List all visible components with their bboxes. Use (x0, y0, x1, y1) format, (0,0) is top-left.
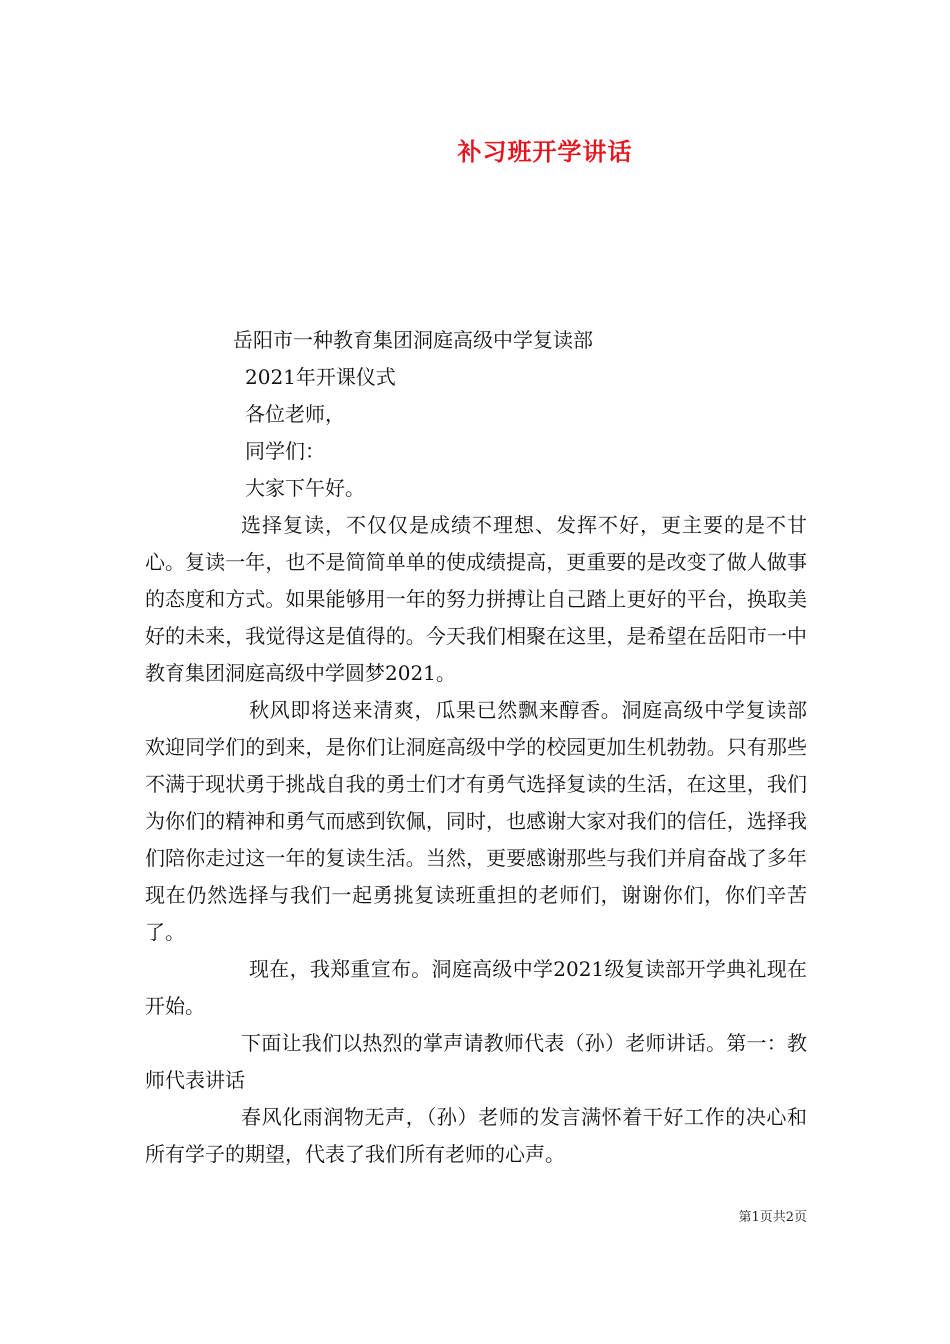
greeting-afternoon: 大家下午好。 (245, 476, 365, 500)
paragraph-teacher-thanks: 春风化雨润物无声，（孙）老师的发言满怀着干好工作的决心和所有学子的期望，代表了我们所有老师的心声。 (145, 1105, 807, 1166)
document-body (145, 322, 807, 1173)
greeting-teachers: 各位老师， (245, 402, 345, 426)
paragraph-welcome: 秋风即将送来清爽，瓜果已然飘来醇香。洞庭高级中学复读部欢迎同学们的到来，是你们让洞庭高级中学的校园更加生机勃勃。只有那些不满于现状勇于挑战自我的勇士们才有勇气选择复读的生活，在这里，我们为你们的精神和勇气而感到钦佩，同时，也感谢大家对我们的信任，选择我们陪你走过这一年的复读生活。当然，更要感谢那些与我们并肩奋战了多年现在仍然选择与我们一起勇挑复读班重担的老师们，谢谢你们，你们辛苦了。 (145, 698, 807, 944)
paragraph-choice: 选择复读，不仅仅是成绩不理想、发挥不好，更主要的是不甘心。复读一年，也不是简简单单的使成绩提高，更重要的是改变了做人做事的态度和方式。如果能够用一年的努力拼搏让自己踏上更好的平台，换取美好的未来，我觉得这是值得的。今天我们相聚在这里，是希望在岳阳市一中教育集团洞庭高级中学圆梦2021。 (145, 513, 807, 685)
page-number: 第1页共2页 (738, 1210, 807, 1225)
paragraph-announcement: 现在，我郑重宣布。洞庭高级中学2021级复读部开学典礼现在开始。 (145, 957, 807, 1018)
paragraph-teacher-invite: 下面让我们以热烈的掌声请教师代表（孙）老师讲话。第一：教师代表讲话 (145, 1031, 807, 1092)
greeting-students: 同学们： (245, 439, 325, 463)
ceremony-name: 2021年开课仪式 (245, 365, 396, 389)
school-name: 岳阳市一种教育集团洞庭高级中学复读部 (233, 328, 593, 352)
document-title: 补习班开学讲话 (457, 137, 633, 166)
